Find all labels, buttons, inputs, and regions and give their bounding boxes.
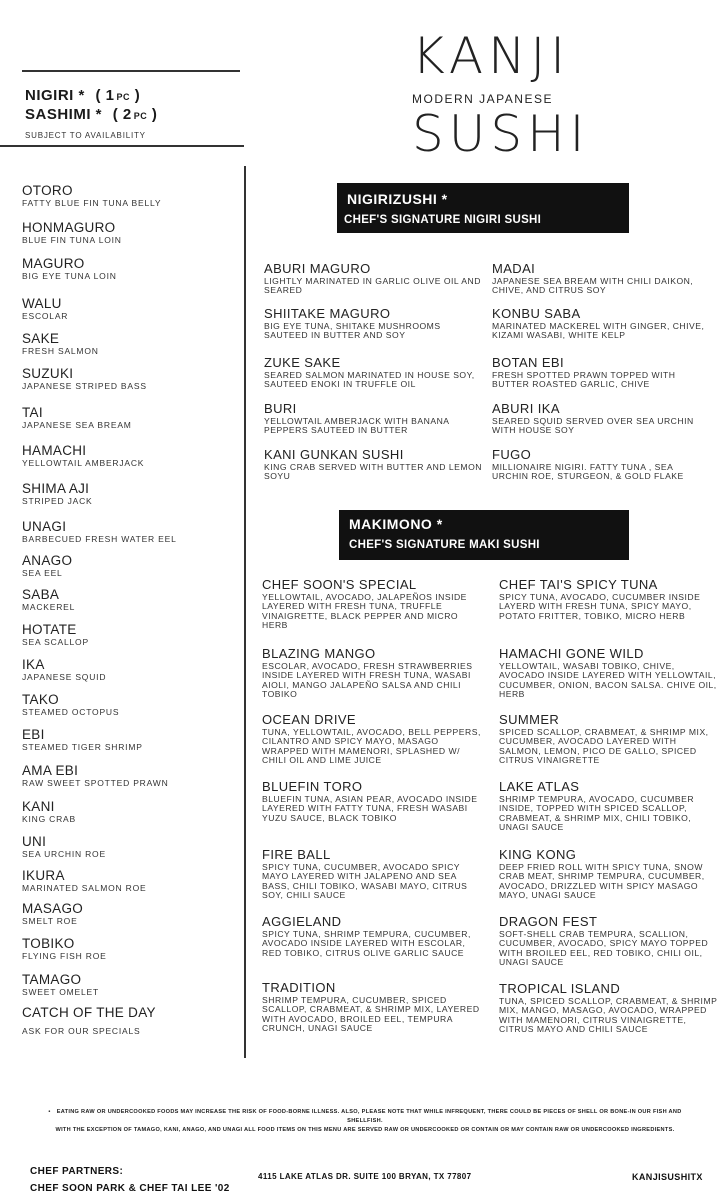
fish-item: [22, 587, 75, 613]
dish-name: SHIITAKE MAGURO: [264, 306, 391, 321]
fish-item: [22, 296, 68, 322]
menu-dish: [262, 577, 482, 631]
dish-name: KANI GUNKAN SUSHI: [264, 447, 404, 462]
fish-name: WALU: [22, 296, 62, 311]
fish-description: MARINATED SALMON ROE: [22, 883, 147, 893]
menu-dish: [264, 306, 484, 341]
nigirizushi-title: NIGIRIZUSHI *: [347, 191, 448, 207]
dish-name: BOTAN EBI: [492, 355, 564, 370]
fish-description: YELLOWTAIL AMBERJACK: [22, 458, 145, 468]
dish-description: YELLOWTAIL, AVOCADO, JALAPEÑOS INSIDE LAYERED WITH FRESH TUNA, TRUFFLE VINAIGRETTE, BLACK PEPPER AND MICRO HERB: [262, 592, 467, 631]
menu-dish: [262, 712, 482, 766]
fish-name: ANAGO: [22, 553, 73, 568]
fish-description: BIG EYE TUNA LOIN: [22, 271, 117, 281]
fish-name: KANI: [22, 799, 55, 814]
menu-dish: [262, 980, 482, 1034]
fish-item: [22, 331, 99, 357]
dish-name: FIRE BALL: [262, 847, 331, 862]
column-divider: [244, 166, 246, 1058]
nigirizushi-subtitle: CHEF'S SIGNATURE NIGIRI SUSHI: [344, 214, 542, 226]
makimono-header: [339, 510, 629, 560]
dish-name: MADAI: [492, 261, 536, 276]
dish-description: SPICY TUNA, SHRIMP TEMPURA, CUCUMBER, AVOCADO INSIDE LAYERED WITH ESCOLAR, RED TOBIKO, CITRUS OLIVE GARLIC SAUCE: [262, 929, 471, 958]
nigiri-pc: PC: [116, 92, 131, 102]
fish-name: HAMACHI: [22, 443, 87, 458]
fish-item: [22, 443, 144, 469]
menu-dish: [499, 981, 719, 1035]
dish-description: SEARED SQUID SERVED OVER SEA URCHIN WITH HOUSE SOY: [492, 416, 694, 436]
fish-name: IKURA: [22, 868, 65, 883]
nigiri-label: NIGIRI *: [25, 87, 85, 104]
makimono-title: MAKIMONO *: [349, 516, 443, 532]
fish-description: SEA EEL: [22, 568, 63, 578]
fish-name: UNAGI: [22, 519, 67, 534]
dish-description: JAPANESE SEA BREAM WITH CHILI DAIKON, CHIVE, AND CITRUS SOY: [492, 276, 694, 296]
partners-label: CHEF PARTNERS:: [30, 1166, 124, 1177]
menu-dish: [499, 847, 719, 901]
menu-dish: [264, 261, 484, 296]
dish-name: CHEF SOON'S SPECIAL: [262, 577, 417, 592]
fish-description: MACKEREL: [22, 602, 76, 612]
address: 4115 LAKE ATLAS DR. SUITE 100 BRYAN, TX 77807: [258, 1172, 472, 1181]
fish-description: JAPANESE SEA BREAM: [22, 420, 132, 430]
sashimi-close: ): [151, 106, 158, 123]
menu-dish: [264, 355, 484, 390]
brand-subtitle: MODERN JAPANESE: [412, 92, 553, 106]
disclaimer: [30, 1108, 700, 1135]
menu-dish: [264, 447, 484, 482]
dish-description: SOFT-SHELL CRAB TEMPURA, SCALLION, CUCUMBER, AVOCADO, SPICY MAYO TOPPED WITH BROILED EEL, RED TOBIKO, CHILI OIL, UNAGI SAUCE: [499, 929, 709, 968]
nigiri-open: ( 1: [95, 87, 115, 104]
fish-item: [22, 519, 177, 545]
fish-item: [22, 763, 169, 789]
fish-description: BLUE FIN TUNA LOIN: [22, 235, 122, 245]
dish-description: TUNA, YELLOWTAIL, AVOCADO, BELL PEPPERS, CILANTRO AND SPICY MAYO, MASAGO WRAPPED WITH MAMENORI, SPLASHED W/ CHILI OIL AND LIME JUICE: [262, 727, 481, 766]
fish-description: RAW SWEET SPOTTED PRAWN: [22, 778, 169, 788]
fish-name: AMA EBI: [22, 763, 79, 778]
dish-name: ZUKE SAKE: [264, 355, 341, 370]
fish-name: MAGURO: [22, 256, 85, 271]
fish-description: STEAMED TIGER SHRIMP: [22, 742, 143, 752]
fish-item: [22, 183, 161, 209]
fish-item: [22, 901, 83, 927]
fish-name: HONMAGURO: [22, 220, 116, 235]
menu-dish: [499, 646, 719, 700]
top-left-rule: [22, 70, 240, 72]
dish-description: YELLOWTAIL AMBERJACK WITH BANANA PEPPERS SAUTEED IN BUTTER: [264, 416, 450, 436]
menu-dish: [262, 914, 482, 958]
menu-dish: [499, 914, 719, 968]
fish-item: [22, 1005, 156, 1037]
sashimi-heading: [25, 106, 157, 123]
dish-name: KONBU SABA: [492, 306, 581, 321]
fish-description: JAPANESE STRIPED BASS: [22, 381, 147, 391]
mid-left-rule: [0, 145, 244, 147]
fish-description: FLYING FISH ROE: [22, 951, 107, 961]
fish-item: [22, 868, 146, 894]
fish-name: EBI: [22, 727, 45, 742]
fish-name: SHIMA AJI: [22, 481, 90, 496]
dish-name: KING KONG: [499, 847, 577, 862]
dish-description: LIGHTLY MARINATED IN GARLIC OLIVE OIL AND SEARED: [264, 276, 481, 296]
fish-name: SUZUKI: [22, 366, 74, 381]
dish-description: SPICY TUNA, AVOCADO, CUCUMBER INSIDE LAYERD WITH FRESH TUNA, SPICY MAYO, POTATO FRITTER, TOBIKO, MICRO HERB: [499, 592, 701, 621]
nigiri-close: ): [134, 87, 141, 104]
sashimi-label: SASHIMI *: [25, 106, 103, 123]
social-handle: KANJISUSHITX: [632, 1172, 703, 1182]
dish-description: SPICY TUNA, CUCUMBER, AVOCADO SPICY MAYO LAYERED WITH JALAPENO AND SEA BASS, CHILI TOBIKO, WASABI MAYO, CITRUS SOY, CHILI SAUCE: [262, 862, 468, 901]
dish-name: ABURI MAGURO: [264, 261, 371, 276]
sashimi-open: ( 2: [112, 106, 132, 123]
dish-description: TUNA, SPICED SCALLOP, CRABMEAT, & SHRIMP MIX, MANGO, MASAGO, AVOCADO, WRAPPED WITH MAMENORI, CITRUS VINAIGRETTE, CITRUS MAYO AND CHILI SAUCE: [499, 996, 718, 1035]
menu-dish: [262, 847, 482, 901]
menu-dish: [492, 306, 712, 341]
menu-dish: [262, 646, 482, 700]
dish-description: ESCOLAR, AVOCADO, FRESH STRAWBERRIES INSIDE LAYERED WITH FRESH TUNA, WASABI AIOLI, MANGO JALAPEÑO SALSA AND CHILI TOBIKO: [262, 661, 473, 700]
fish-description: SEA URCHIN ROE: [22, 849, 106, 859]
menu-dish: [499, 779, 719, 833]
fish-item: [22, 256, 117, 282]
dish-name: DRAGON FEST: [499, 914, 598, 929]
makimono-subtitle: CHEF'S SIGNATURE MAKI SUSHI: [349, 539, 540, 551]
fish-item: [22, 799, 76, 825]
nigiri-heading: [25, 87, 140, 104]
fish-name: SABA: [22, 587, 60, 602]
dish-name: FUGO: [492, 447, 532, 462]
partners-names: CHEF SOON PARK & CHEF TAI LEE '02: [30, 1183, 230, 1194]
dish-name: ABURI IKA: [492, 401, 560, 416]
dish-name: LAKE ATLAS: [499, 779, 580, 794]
fish-item: [22, 834, 106, 860]
fish-item: [22, 972, 99, 998]
menu-dish: [499, 577, 719, 621]
menu-dish: [492, 447, 712, 482]
dish-name: CHEF TAI'S SPICY TUNA: [499, 577, 658, 592]
fish-description: ESCOLAR: [22, 311, 69, 321]
dish-name: BURI: [264, 401, 297, 416]
dish-description: BIG EYE TUNA, SHITAKE MUSHROOMS SAUTEED IN BUTTER AND SOY: [264, 321, 441, 341]
menu-dish: [264, 401, 484, 436]
fish-name: CATCH OF THE DAY: [22, 1005, 156, 1020]
fish-description: ASK FOR OUR SPECIALS: [22, 1026, 141, 1036]
fish-item: [22, 220, 122, 246]
fish-description: JAPANESE SQUID: [22, 672, 107, 682]
fish-description: STEAMED OCTOPUS: [22, 707, 120, 717]
fish-item: [22, 553, 72, 579]
dish-description: DEEP FRIED ROLL WITH SPICY TUNA, SNOW CRAB MEAT, SHRIMP TEMPURA, CUCUMBER, AVOCADO, DRIZZLED WITH SPICY MASAGO MAYO, UNAGI SAUCE: [499, 862, 705, 901]
fish-name: TAKO: [22, 692, 59, 707]
fish-item: [22, 622, 89, 648]
nigirizushi-header: [337, 183, 629, 233]
fish-name: SAKE: [22, 331, 60, 346]
disclaimer-line2: WITH THE EXCEPTION OF TAMAGO, KANI, ANAGO, AND UNAGI ALL FOOD ITEMS ON THIS MENU ARE SERVED RAW OR UNDERCOOKED OR CONTAIN OR MAY CONTAIN RAW OR UNDERCOOKED INGREDIENTS.: [55, 1127, 675, 1133]
dish-description: FRESH SPOTTED PRAWN TOPPED WITH BUTTER ROASTED GARLIC, CHIVE: [492, 370, 676, 390]
fish-name: UNI: [22, 834, 47, 849]
fish-name: IKA: [22, 657, 45, 672]
fish-description: FRESH SALMON: [22, 346, 99, 356]
menu-dish: [492, 401, 712, 436]
fish-description: SWEET OMELET: [22, 987, 99, 997]
fish-item: [22, 481, 93, 507]
fish-description: SEA SCALLOP: [22, 637, 89, 647]
fish-name: TOBIKO: [22, 936, 75, 951]
dish-description: YELLOWTAIL, WASABI TOBIKO, CHIVE, AVOCADO INSIDE LAYERED WITH YELLOWTAIL, CUCUMBER, ONION, BACON SALSA. CHIVE OIL, HERB: [499, 661, 717, 700]
fish-item: [22, 936, 107, 962]
dish-description: SPICED SCALLOP, CRABMEAT, & SHRIMP MIX, CUCUMBER, AVOCADO LAYERED WITH SALMON, LEMON, PICO DE GALLO, SPICED CITRUS VINAIGRETTE: [499, 727, 709, 766]
dish-name: OCEAN DRIVE: [262, 712, 356, 727]
dish-name: BLAZING MANGO: [262, 646, 376, 661]
disclaimer-bullet: •: [48, 1109, 51, 1115]
fish-description: BARBECUED FRESH WATER EEL: [22, 534, 177, 544]
dish-description: KING CRAB SERVED WITH BUTTER AND LEMON SOYU: [264, 462, 482, 482]
brand-line1: KANJI: [412, 27, 571, 85]
dish-description: SEARED SALMON MARINATED IN HOUSE SOY, SAUTEED ENOKI IN TRUFFLE OIL: [264, 370, 475, 390]
fish-name: OTORO: [22, 183, 73, 198]
dish-name: SUMMER: [499, 712, 560, 727]
dish-name: AGGIELAND: [262, 914, 342, 929]
dish-description: MILLIONAIRE NIGIRI. FATTY TUNA , SEA URCHIN ROE, STURGEON, & GOLD FLAKE: [492, 462, 684, 482]
fish-item: [22, 727, 143, 753]
dish-description: BLUEFIN TUNA, ASIAN PEAR, AVOCADO INSIDE LAYERED WITH FATTY TUNA, FRESH WASABI YUZU SAUCE, BLACK TOBIKO: [262, 794, 478, 823]
fish-item: [22, 692, 119, 718]
fish-name: MASAGO: [22, 901, 84, 916]
menu-dish: [262, 779, 482, 823]
fish-item: [22, 366, 147, 392]
fish-description: FATTY BLUE FIN TUNA BELLY: [22, 198, 162, 208]
brand-line2: SUSHI: [412, 105, 590, 163]
fish-name: TAMAGO: [22, 972, 82, 987]
fish-item: [22, 405, 132, 431]
dish-name: HAMACHI GONE WILD: [499, 646, 644, 661]
fish-item: [22, 657, 106, 683]
fish-name: TAI: [22, 405, 43, 420]
disclaimer-line1: EATING RAW OR UNDERCOOKED FOODS MAY INCREASE THE RISK OF FOOD-BORNE ILLNESS. ALSO, PLEASE NOTE THAT WHILE INFREQUENT, THERE COULD BE PIECES OF SHELL OR BONE-IN OUR FISH AND SHELLFISH.: [56, 1109, 682, 1124]
fish-description: SMELT ROE: [22, 916, 78, 926]
availability-note: SUBJECT TO AVAILABILITY: [25, 131, 146, 140]
menu-dish: [499, 712, 719, 766]
dish-name: TRADITION: [262, 980, 336, 995]
menu-dish: [492, 355, 712, 390]
dish-description: SHRIMP TEMPURA, AVOCADO, CUCUMBER INSIDE, TOPPED WITH SPICED SCALLOP, CRABMEAT, & SHRIMP MIX, CHILI TOBIKO, UNAGI SAUCE: [499, 794, 695, 833]
dish-name: TROPICAL ISLAND: [499, 981, 621, 996]
dish-name: BLUEFIN TORO: [262, 779, 363, 794]
sashimi-pc: PC: [133, 111, 148, 121]
fish-description: KING CRAB: [22, 814, 76, 824]
dish-description: MARINATED MACKEREL WITH GINGER, CHIVE, KIZAMI WASABI, WHITE KELP: [492, 321, 705, 341]
menu-dish: [492, 261, 712, 296]
fish-name: HOTATE: [22, 622, 77, 637]
fish-description: STRIPED JACK: [22, 496, 93, 506]
dish-description: SHRIMP TEMPURA, CUCUMBER, SPICED SCALLOP, CRABMEAT, & SHRIMP MIX, LAYERED WITH AVOCADO, BROILED EEL, TEMPURA CRUNCH, UNAGI SAUCE: [262, 995, 480, 1034]
